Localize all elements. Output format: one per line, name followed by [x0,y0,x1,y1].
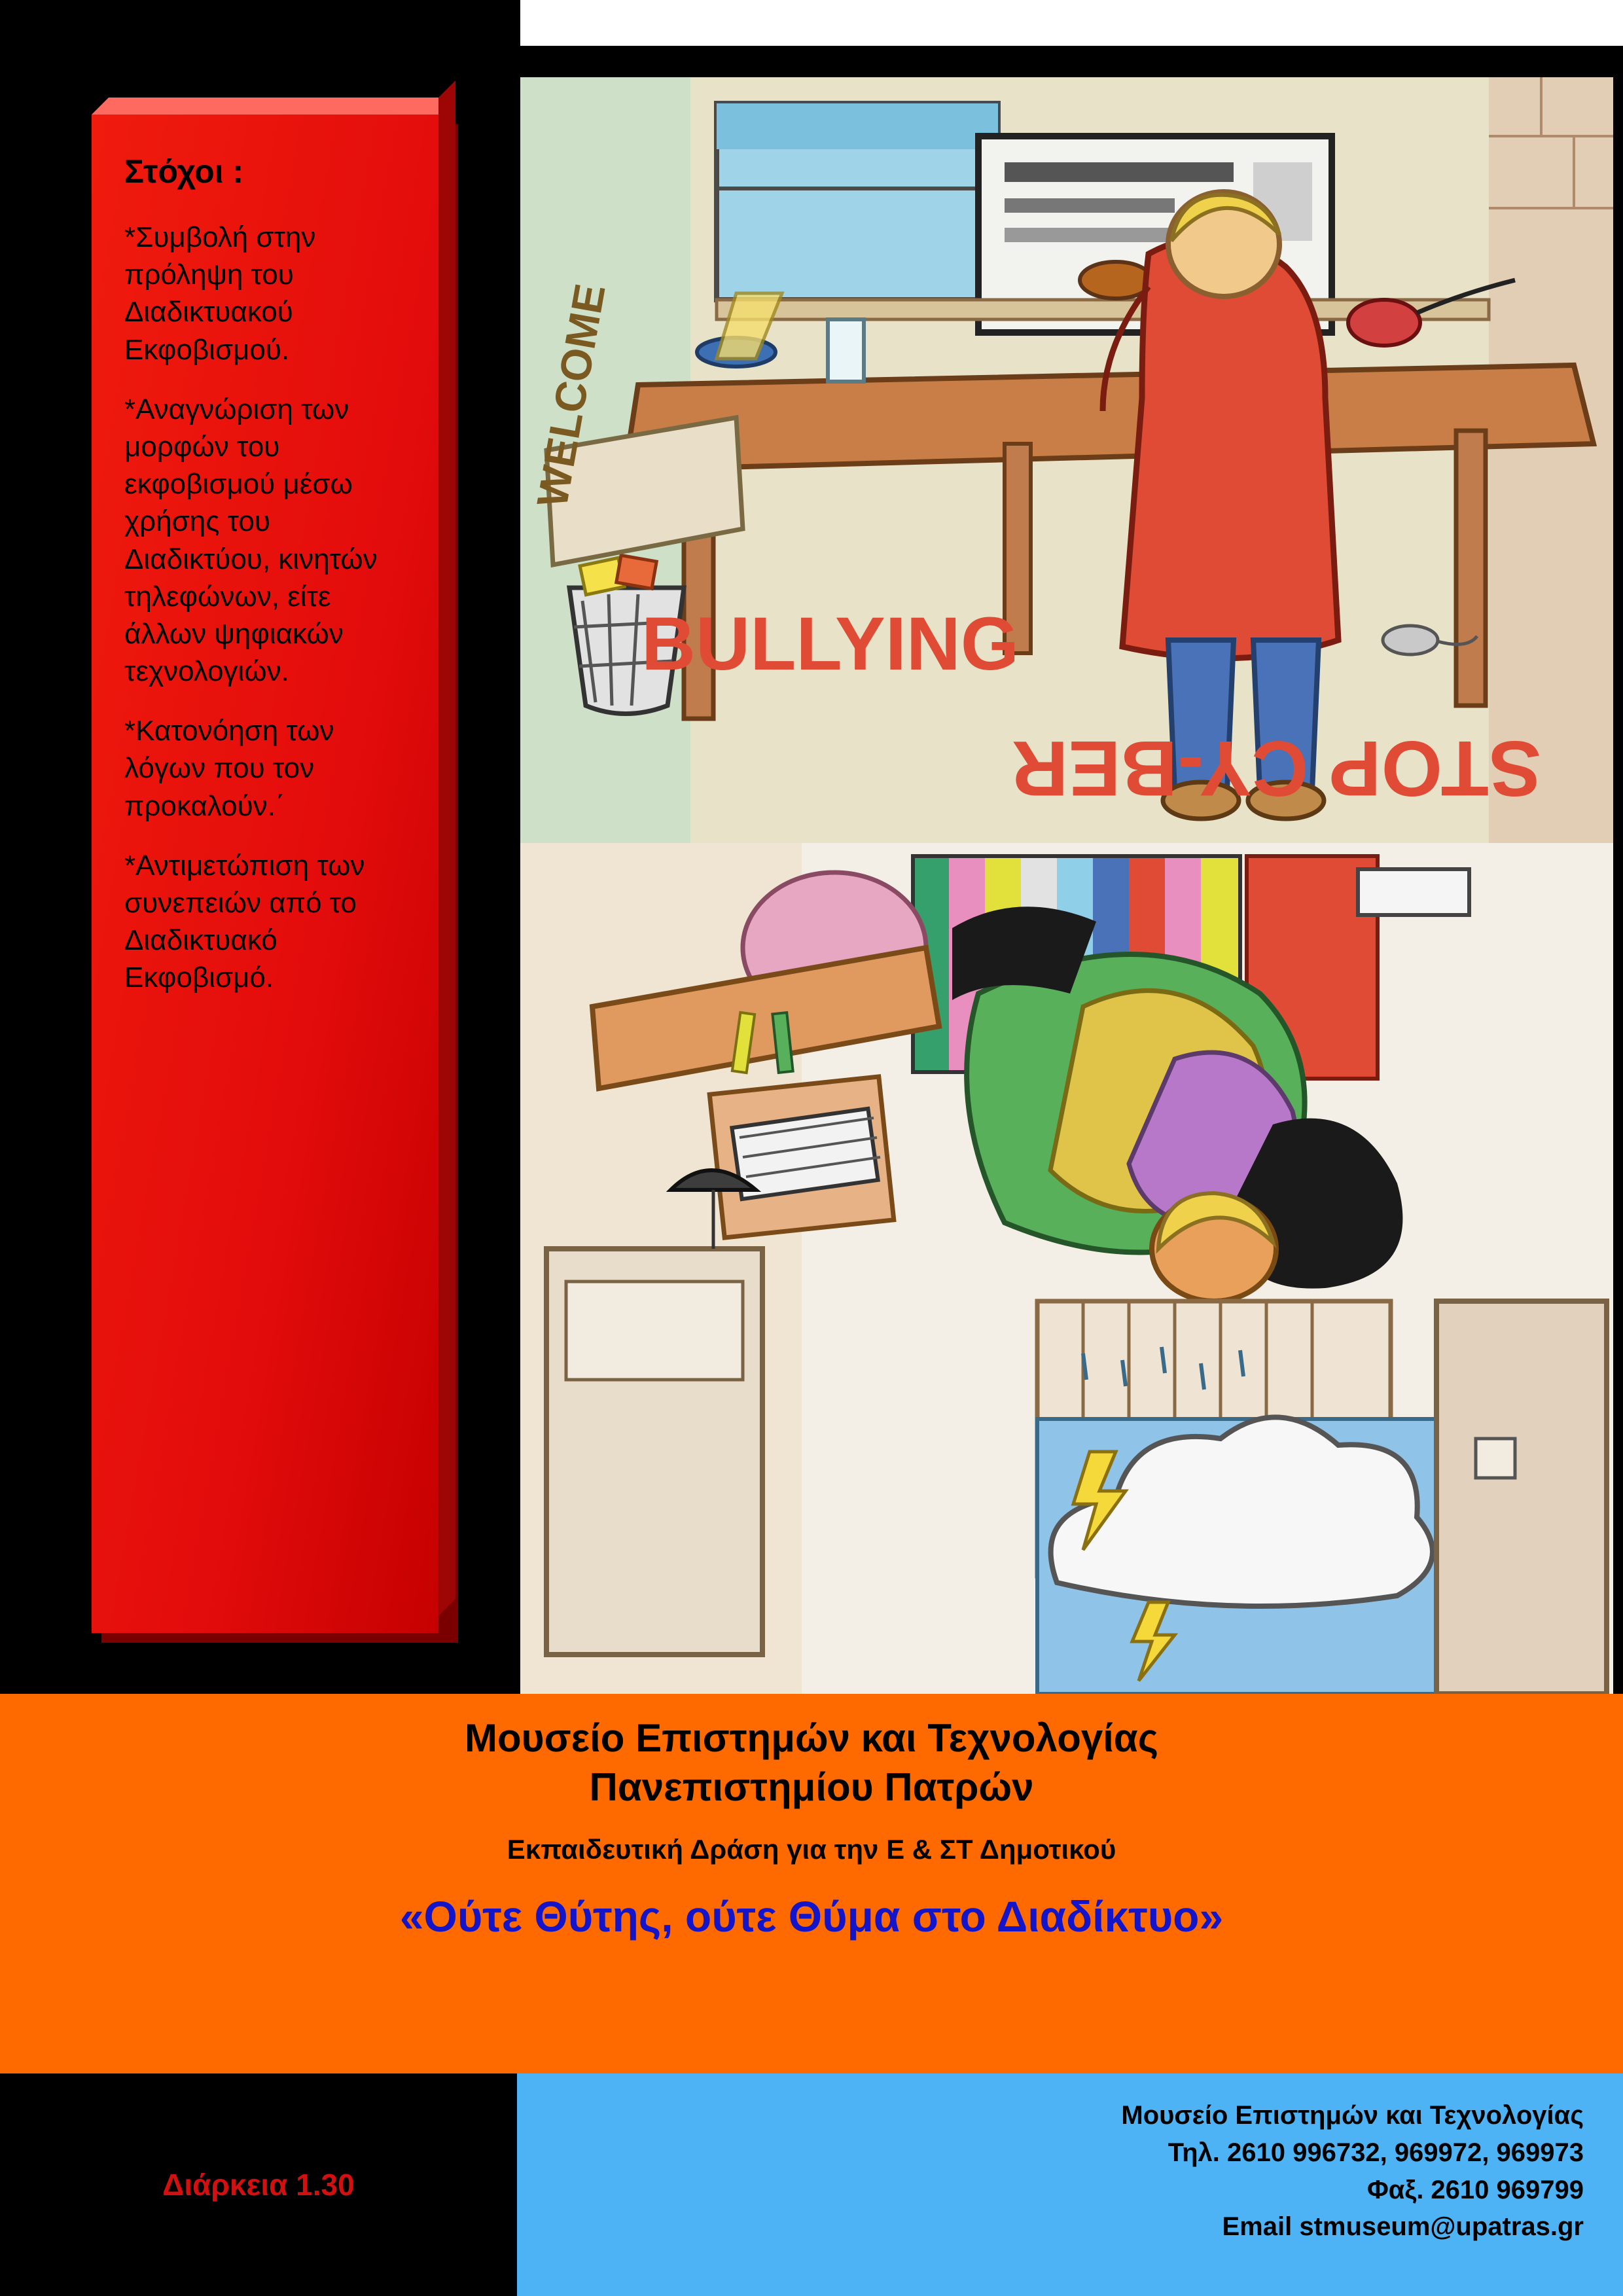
goals-box-side-face [438,81,455,1616]
stop-cyber-text: STOP CY-BER [1011,725,1541,812]
contact-phone: Τηλ. 2610 996732, 969972, 969973 [1168,2138,1584,2167]
event-title: «Ούτε Θύτης, ούτε Θύμα στο Διαδίκτυο» [399,1892,1224,1941]
goals-box [92,115,438,1633]
contact-fax: Φαξ. 2610 969799 [1366,2175,1584,2204]
goals-item: *Συμβολή στην πρόληψη του Διαδικτυακού Εκφοβισμού. [124,221,316,366]
top-white-margin [520,0,1623,46]
goals-box-top-face [92,98,455,115]
duration-block [0,2073,517,2296]
drawing-svg [520,77,1613,1694]
goals-item: *Κατονόηση των λόγων που τον προκαλούν.΄ [124,715,334,822]
contact-museum: Μουσείο Επιστημών και Τεχνολογίας [1121,2101,1584,2130]
organization-line-1: Μουσείο Επιστημών και Τεχνολογίας [465,1716,1158,1760]
cyberbullying-drawing [520,77,1613,1694]
bullying-text: BULLYING [641,602,1020,686]
goals-title: Στόχοι : [124,153,244,190]
goals-item: *Αντιμετώπιση των συνεπειών από το Διαδικτυακό Εκφοβισμό. [124,849,365,994]
goals-item: *Αναγνώριση των μορφών του εκφοβισμού μέσω χρήσης του Διαδικτύου, κινητών τηλεφώνων, είτε άλλων ψηφιακών τεχνολογιών. [124,393,378,688]
event-subtitle: Εκπαιδευτική Δράση για την Ε & ΣΤ Δημοτικού [507,1834,1116,1865]
duration-text: Διάρκεια 1.30 [162,2168,355,2202]
contact-block [517,2073,1623,2296]
welcome-text: WELCOME [527,280,615,511]
organization-line-2: Πανεπιστημίου Πατρών [589,1765,1034,1809]
contact-email: Email stmuseum@upatras.gr [1222,2212,1584,2242]
title-banner [0,1694,1623,2073]
